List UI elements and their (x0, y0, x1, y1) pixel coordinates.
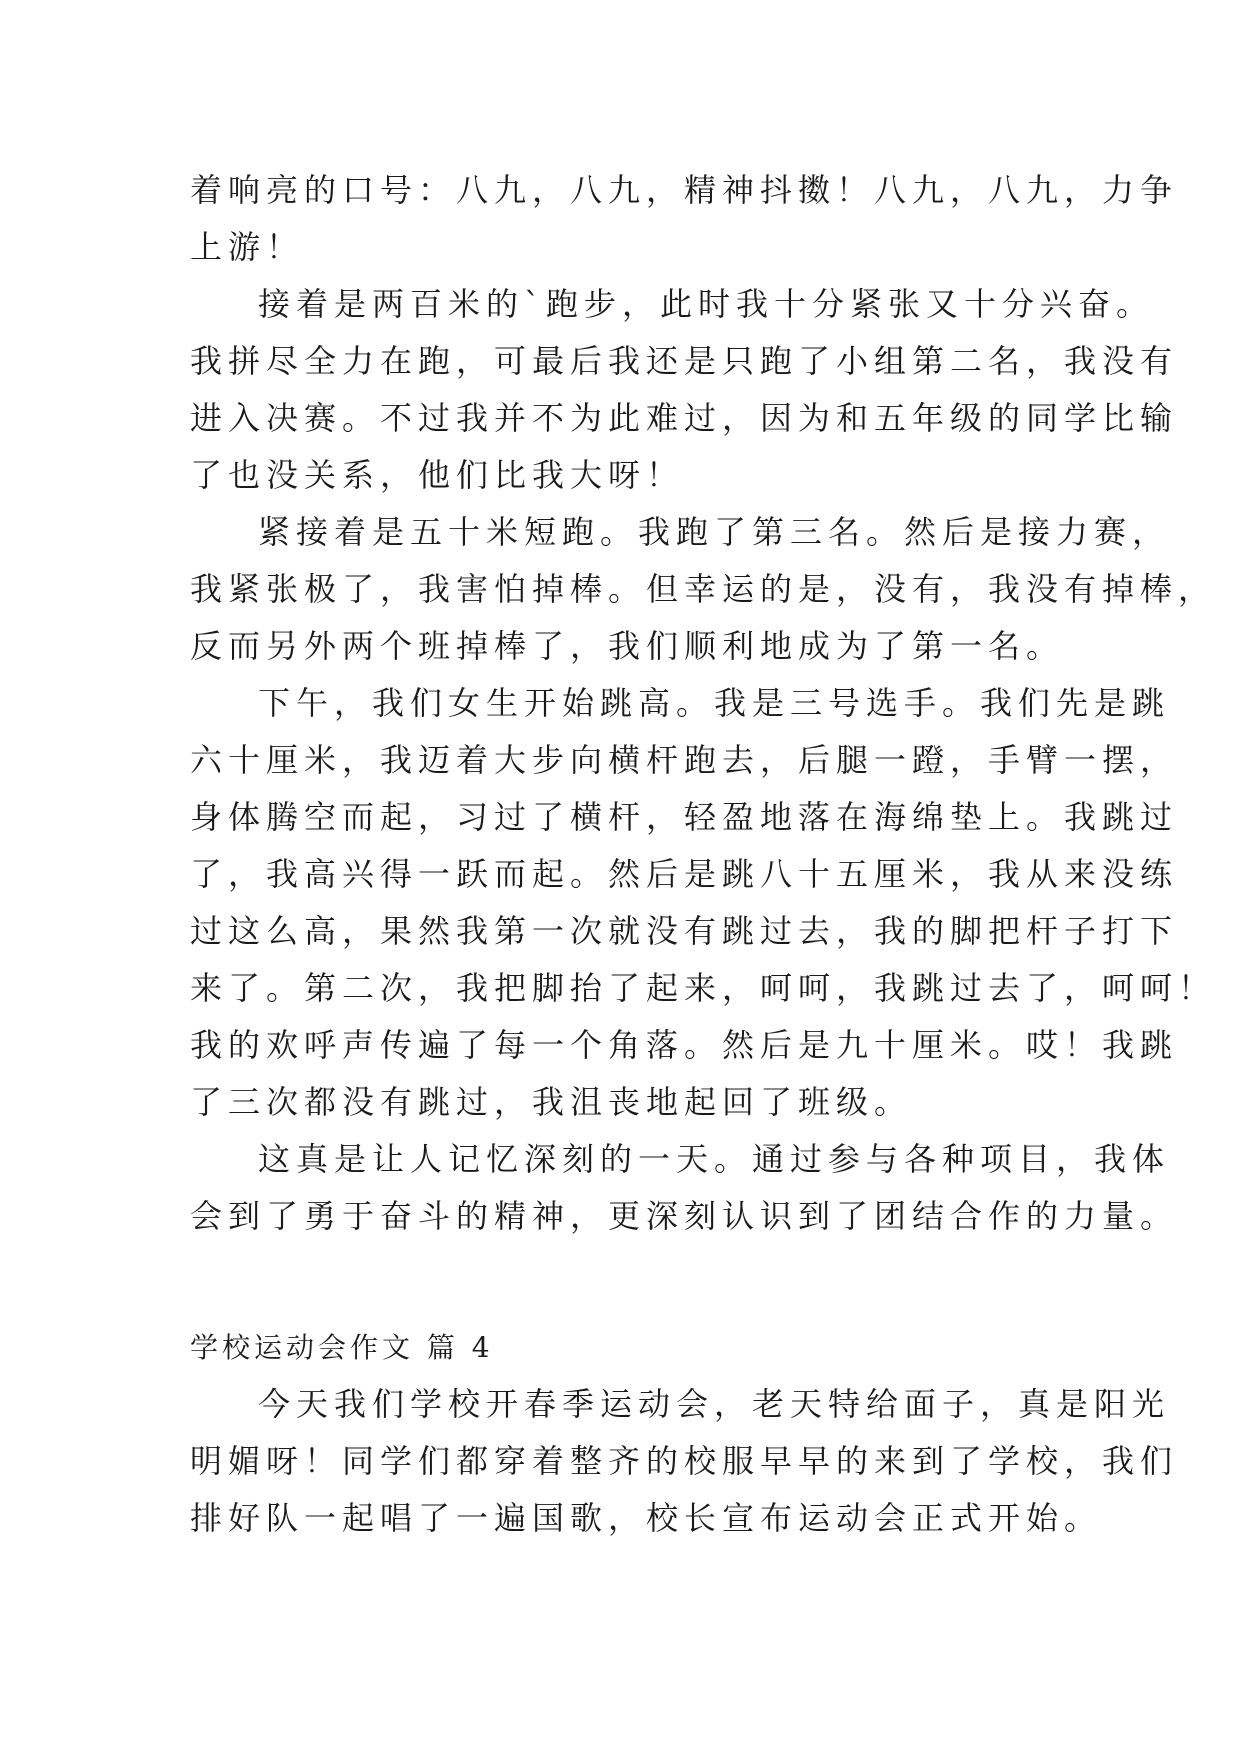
paragraph-line: 明媚呀！同学们都穿着整齐的校服早早的来到了学校，我们 (190, 1442, 1179, 1480)
paragraph-line: 六十厘米，我迈着大步向横杆跑去，后腿一蹬，手臂一摆， (190, 741, 1179, 779)
paragraph-line: 排好队一起唱了一遍国歌，校长宣布运动会正式开始。 (190, 1499, 1103, 1537)
paragraph-line: 来了。第二次，我把脚抬了起来，呵呵，我跳过去了，呵呵！ (190, 969, 1217, 1007)
paragraph-line: 身体腾空而起，习过了横杆，轻盈地落在海绵垫上。我跳过 (190, 798, 1179, 836)
paragraph-line: 我紧张极了，我害怕掉棒。但幸运的是，没有，我没有掉棒， (190, 570, 1217, 608)
paragraph-line: 紧接着是五十米短跑。我跑了第三名。然后是接力赛， (258, 513, 1171, 551)
paragraph-line: 下午，我们女生开始跳高。我是三号选手。我们先是跳 (258, 684, 1171, 722)
paragraph-line: 了也没关系，他们比我大呀！ (190, 456, 685, 494)
document-page (190, 162, 1217, 1547)
paragraph-line: 接着是两百米的`跑步，此时我十分紧张又十分兴奋。 (258, 285, 1155, 323)
section-heading: 学校运动会作文 篇 4 (190, 1331, 494, 1364)
paragraph-line: 我的欢呼声传遍了每一个角落。然后是九十厘米。哎！我跳 (190, 1026, 1179, 1064)
paragraph-line: 进入决赛。不过我并不为此难过，因为和五年级的同学比输 (190, 399, 1179, 437)
paragraph-line: 着响亮的口号：八九，八九，精神抖擞！八九，八九，力争 (190, 171, 1179, 209)
paragraph-line: 反而另外两个班掉棒了，我们顺利地成为了第一名。 (190, 627, 1065, 665)
section-spacer (190, 1245, 1070, 1319)
paragraph-line: 今天我们学校开春季运动会，老天特给面子，真是阳光 (258, 1385, 1171, 1423)
paragraph-line: 过这么高，果然我第一次就没有跳过去，我的脚把杆子打下 (190, 912, 1179, 950)
paragraph-line: 了三次都没有跳过，我沮丧地起回了班级。 (190, 1083, 913, 1121)
paragraph-line: 会到了勇于奋斗的精神，更深刻认识到了团结合作的力量。 (190, 1197, 1179, 1235)
paragraph-line: 这真是让人记忆深刻的一天。通过参与各种项目，我体 (258, 1140, 1171, 1178)
paragraph-line: 上游！ (190, 228, 305, 266)
paragraph-line: 了，我高兴得一跃而起。然后是跳八十五厘米，我从来没练 (190, 855, 1179, 893)
paragraph-line: 我拼尽全力在跑，可最后我还是只跑了小组第二名，我没有 (190, 342, 1179, 380)
